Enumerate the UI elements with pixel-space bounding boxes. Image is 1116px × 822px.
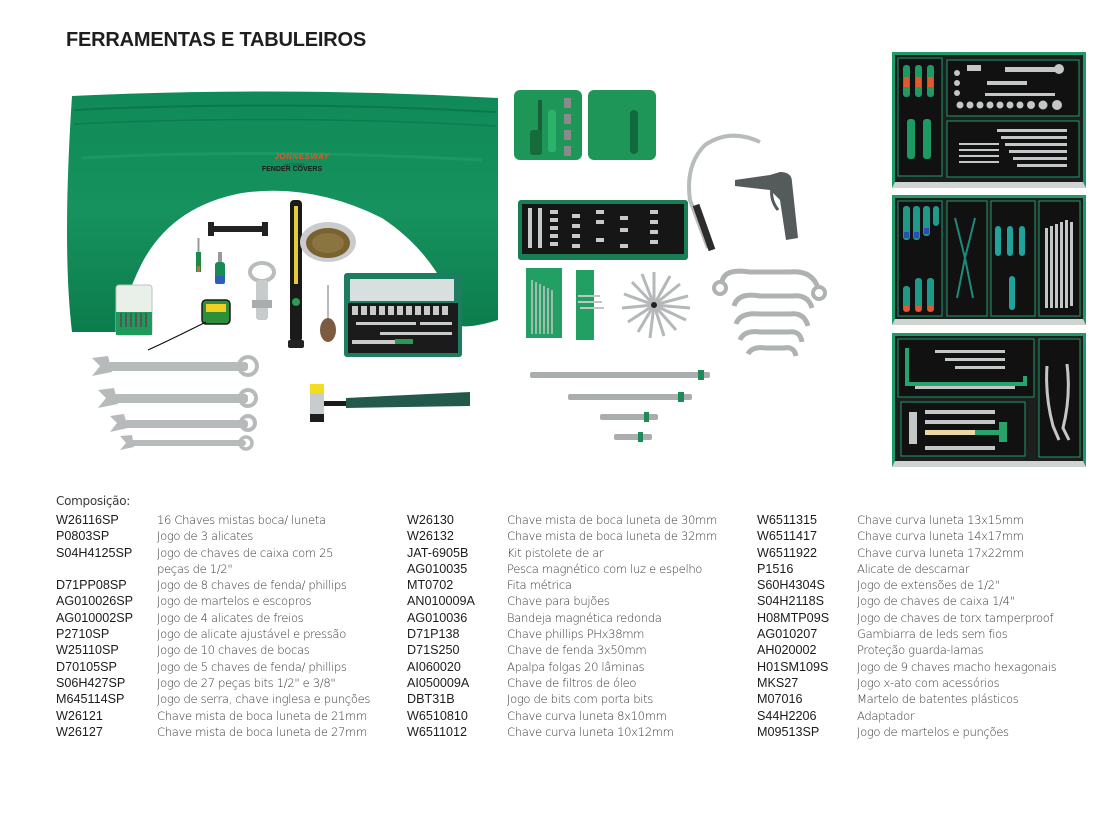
part-description: Jogo de alicate ajustável e pressão bbox=[157, 627, 346, 642]
utility-knife-case-icon bbox=[514, 90, 656, 160]
part-code: W26127 bbox=[56, 724, 103, 739]
part-description: Jogo de 5 chaves de fenda/ phillips bbox=[157, 659, 347, 674]
part-description: Jogo de 4 alicates de freios bbox=[157, 610, 304, 625]
bit-set-box-icon bbox=[116, 285, 152, 335]
part-code: JAT-6905B bbox=[407, 545, 469, 560]
tray-sockets-wrenches-icon bbox=[895, 55, 1083, 182]
part-row bbox=[757, 708, 1107, 724]
part-description: Pesca magnético com luz e espelho bbox=[507, 561, 703, 576]
measuring-tape-icon bbox=[148, 300, 230, 350]
part-description: Chave mista de boca luneta de 30mm bbox=[507, 513, 717, 527]
part-code: W26132 bbox=[407, 529, 454, 544]
part-row bbox=[757, 512, 1107, 528]
part-description: Proteção guarda-lamas bbox=[857, 643, 984, 658]
part-description: Jogo de bits com porta bits bbox=[507, 692, 653, 707]
part-code: P0803SP bbox=[56, 529, 110, 544]
part-code: W6510810 bbox=[407, 708, 468, 723]
part-row bbox=[56, 675, 397, 691]
fender-brand-logo: JONNESWAY bbox=[274, 152, 330, 161]
part-code: P2710SP bbox=[56, 627, 110, 642]
part-description: Chave de filtros de óleo bbox=[507, 675, 637, 690]
part-description: Chave para bujões bbox=[507, 594, 610, 609]
part-description: Chave mista de boca luneta de 27mm bbox=[157, 724, 367, 739]
part-row bbox=[407, 708, 752, 724]
part-code: MKS27 bbox=[757, 675, 799, 690]
part-description: Fita métrica bbox=[507, 578, 572, 593]
part-description: Alicate de descarnar bbox=[857, 561, 970, 576]
part-row-continuation bbox=[56, 561, 397, 577]
part-code: D71S250 bbox=[407, 643, 460, 658]
part-code: W6511012 bbox=[407, 724, 467, 739]
part-code: W26130 bbox=[407, 513, 454, 527]
tools-illustration bbox=[0, 0, 880, 480]
part-code: AI050009A bbox=[407, 675, 470, 690]
part-code: M09513SP bbox=[757, 724, 820, 739]
part-code: AG010207 bbox=[757, 627, 818, 642]
fender-product-code: AH 020002 bbox=[284, 162, 305, 167]
part-code: MT0702 bbox=[407, 578, 454, 593]
parts-column-3 bbox=[757, 512, 1107, 740]
part-code bbox=[56, 561, 157, 577]
part-code: H01SM109S bbox=[757, 659, 829, 674]
parts-column-1 bbox=[56, 512, 397, 740]
part-description: 16 Chaves mistas boca/ luneta bbox=[157, 513, 326, 527]
part-code: S04H4125SP bbox=[56, 545, 133, 560]
part-row bbox=[757, 691, 1107, 707]
part-code: P1516 bbox=[757, 561, 794, 576]
drain-plug-key-icon bbox=[208, 222, 268, 236]
part-row bbox=[407, 675, 752, 691]
part-row bbox=[757, 593, 1107, 609]
combination-wrenches-icon bbox=[92, 356, 257, 450]
part-row bbox=[56, 528, 397, 544]
air-blow-gun-icon bbox=[735, 172, 798, 240]
part-description: Jogo de chaves de caixa 1/4" bbox=[857, 594, 1015, 609]
part-row bbox=[56, 691, 397, 707]
part-code: D70105SP bbox=[56, 659, 117, 674]
part-description: Bandeja magnética redonda bbox=[507, 610, 662, 625]
magnetic-tray-icon bbox=[300, 222, 356, 262]
part-row bbox=[407, 642, 752, 658]
part-code: D71PP08SP bbox=[56, 578, 127, 593]
part-row bbox=[757, 675, 1107, 691]
part-code: D71P138 bbox=[407, 627, 460, 642]
part-row bbox=[407, 659, 752, 675]
parts-column-2 bbox=[407, 512, 752, 740]
part-description: Chave curva luneta 13x15mm bbox=[857, 513, 1024, 527]
part-row bbox=[757, 545, 1107, 561]
part-row bbox=[56, 593, 397, 609]
drawer-sockets-wrenches bbox=[892, 52, 1086, 188]
bit-holder-case-icon bbox=[518, 200, 688, 260]
part-row bbox=[407, 528, 752, 544]
part-description: peças de 1/2" bbox=[157, 561, 233, 576]
part-description: Adaptador bbox=[857, 708, 915, 723]
part-row bbox=[56, 512, 397, 528]
part-code: AN010009A bbox=[407, 594, 475, 609]
part-description: Chave curva luneta 17x22mm bbox=[857, 545, 1024, 560]
part-row bbox=[56, 577, 397, 593]
extension-bars-icon bbox=[530, 370, 710, 442]
part-row bbox=[56, 642, 397, 658]
part-row bbox=[407, 724, 752, 740]
part-description: Jogo x-ato com acessórios bbox=[857, 675, 1000, 690]
part-row bbox=[757, 610, 1107, 626]
part-code: M07016 bbox=[757, 692, 803, 707]
part-description: Jogo de 9 chaves macho hexagonais bbox=[857, 659, 1057, 674]
part-code: S44H2206 bbox=[757, 708, 817, 723]
part-code: AH020002 bbox=[757, 643, 817, 658]
part-description: Chave mista de boca luneta de 32mm bbox=[507, 529, 717, 544]
tray-screwdrivers-pliers-icon bbox=[895, 198, 1083, 319]
part-row bbox=[407, 593, 752, 609]
part-description: Martelo de batentes plásticos bbox=[857, 692, 1019, 707]
part-description: Chave de fenda 3x50mm bbox=[507, 643, 647, 658]
part-row bbox=[757, 724, 1107, 740]
part-row bbox=[407, 610, 752, 626]
part-description: Jogo de 10 chaves de bocas bbox=[157, 643, 310, 658]
part-row bbox=[757, 659, 1107, 675]
drawer-hammers-saw bbox=[892, 333, 1086, 467]
part-row bbox=[56, 659, 397, 675]
part-code: S04H2118S bbox=[757, 594, 824, 609]
stubby-screwdriver-icon bbox=[196, 238, 225, 284]
part-description: Jogo de 3 alicates bbox=[157, 529, 253, 544]
part-code: AG010036 bbox=[407, 610, 468, 625]
part-code: S60H4304S bbox=[757, 578, 825, 593]
feeler-gauge-icon bbox=[622, 272, 690, 338]
part-code: W6511417 bbox=[757, 529, 817, 544]
part-row bbox=[757, 528, 1107, 544]
part-code: W25110SP bbox=[56, 643, 119, 658]
part-code: W26121 bbox=[56, 708, 103, 723]
composition-label: Composição: bbox=[56, 494, 130, 508]
part-code: H08MTP09S bbox=[757, 610, 830, 625]
part-row bbox=[56, 545, 397, 561]
offset-ring-wrenches-icon bbox=[714, 271, 825, 356]
part-description: Apalpa folgas 20 lâminas bbox=[507, 659, 645, 674]
page-title: FERRAMENTAS E TABULEIROS bbox=[66, 29, 367, 51]
part-code: M645114SP bbox=[56, 692, 125, 707]
part-description: Chave curva luneta 8x10mm bbox=[507, 708, 667, 723]
part-row bbox=[407, 561, 752, 577]
part-description: Chave mista de boca luneta de 21mm bbox=[157, 708, 367, 723]
part-row bbox=[407, 691, 752, 707]
part-row bbox=[757, 577, 1107, 593]
part-description: Jogo de 27 peças bits 1/2" e 3/8" bbox=[157, 675, 336, 690]
part-code: W26116SP bbox=[56, 513, 119, 527]
part-code: W6511315 bbox=[757, 513, 817, 527]
part-code: AG010002SP bbox=[56, 610, 134, 625]
oil-filter-wrench-icon bbox=[250, 263, 274, 320]
part-description: Chave curva luneta 10x12mm bbox=[507, 724, 674, 739]
part-description: Jogo de martelos e escopros bbox=[157, 594, 312, 609]
part-row bbox=[757, 642, 1107, 658]
part-code: W6511922 bbox=[757, 545, 817, 560]
part-description: Gambiarra de leds sem fios bbox=[857, 627, 1008, 642]
led-lamp-icon bbox=[288, 200, 304, 348]
part-row bbox=[56, 610, 397, 626]
part-code: AG010026SP bbox=[56, 594, 134, 609]
tray-hammers-saw-icon bbox=[895, 336, 1083, 461]
part-description: Chave curva luneta 14x17mm bbox=[857, 529, 1024, 544]
pickup-tool-icon bbox=[320, 285, 336, 342]
part-description: Jogo de martelos e punções bbox=[857, 724, 1009, 739]
part-row bbox=[407, 577, 752, 593]
socket-set-case-icon bbox=[344, 273, 462, 357]
part-description: Jogo de chaves de torx tamperproof bbox=[857, 610, 1054, 625]
hex-key-set-icon bbox=[526, 268, 604, 340]
part-row bbox=[56, 708, 397, 724]
part-row bbox=[757, 561, 1107, 577]
drawer-screwdrivers-pliers bbox=[892, 195, 1086, 325]
part-description: Chave phillips PHx38mm bbox=[507, 627, 645, 642]
part-description: Jogo de chaves de caixa com 25 bbox=[157, 545, 334, 560]
part-code: AG010035 bbox=[407, 561, 468, 576]
part-description: Jogo de extensões de 1/2" bbox=[857, 578, 1000, 593]
fender-caption: FENDER COVERS bbox=[261, 166, 323, 173]
soft-face-hammer-icon bbox=[310, 384, 470, 422]
part-row bbox=[56, 724, 397, 740]
part-row bbox=[407, 545, 752, 561]
part-code: DBT31B bbox=[407, 692, 455, 707]
part-description: Jogo de 8 chaves de fenda/ phillips bbox=[157, 578, 347, 593]
part-code: AI060020 bbox=[407, 659, 461, 674]
part-description: Jogo de serra, chave inglesa e punções bbox=[157, 692, 371, 707]
part-row bbox=[56, 626, 397, 642]
part-code: S06H427SP bbox=[56, 675, 126, 690]
part-row bbox=[757, 626, 1107, 642]
part-description: Kit pistolete de ar bbox=[507, 545, 604, 560]
part-row bbox=[407, 626, 752, 642]
flexible-pickup-tube-icon bbox=[689, 136, 760, 250]
part-row bbox=[407, 512, 752, 528]
